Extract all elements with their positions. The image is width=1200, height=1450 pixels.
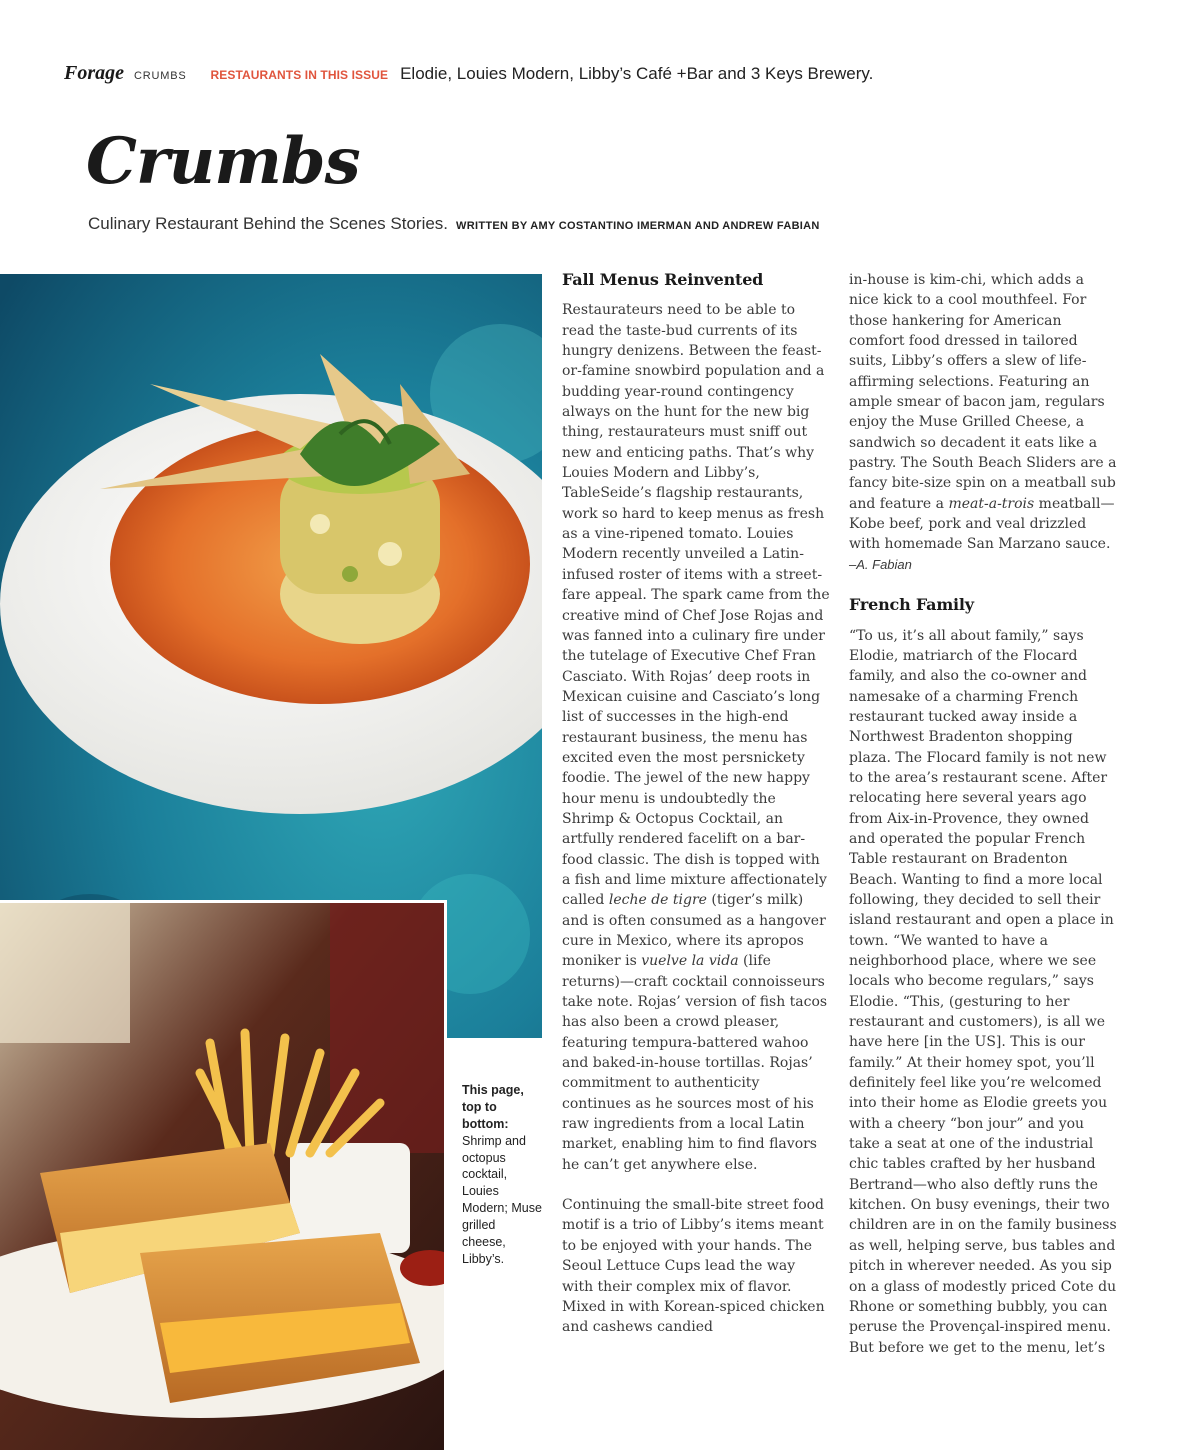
subsection-name: CRUMBS — [134, 70, 187, 82]
article2-paragraph-1: “To us, it’s all about family,” says Elodie, matriarch of the Flocard family, and also the co-owner and namesake of a charming French restaurant tucked away inside a Northwest Bradenton shopping plaza. The Flocard family is not new to the area’s restaurant scene. After relocating here several years ago from Aix-in-Provence, they owned and operated the popular French Table restaurant on Bradenton Beach. Wanting to find a more local following, they decided to sell their island restaurant and open a place in town. “We wanted to have a neighborhood place, where we see locals who become regulars,” says Elodie. “This, (gesturing to her restaurant and customers), is all we have here [in the US]. This is our family.” At their homey spot, you’ll definitely feel like you’re welcomed into their home as Elodie greets you with a cheery “bon jour” and you take a seat at one of the industrial chic tables crafted by her husband Bertrand—who also deftly runs the kitchen. On busy evenings, their two children are in on the family business as well, helping serve, bus tables and pitch in wherever needed. As you sip on a glass of modestly priced Cote du Rhone or something bubbly, you can peruse the Provençal-inspired menu. But before we get to the menu, let’s — [849, 627, 1117, 1356]
signature: –A. Fabian — [849, 556, 912, 572]
photo-caption — [462, 1082, 542, 1268]
restaurants-list: Elodie, Louies Modern, Libby’s Café +Bar and 3 Keys Brewery. — [400, 64, 874, 83]
article1-paragraph-2: Continuing the small-bite street food motif is a trio of Libby’s items meant to be enjoyed with your hands. The Seoul Lettuce Cups lead the way with their complex mix of flavor. Mixed in with Korean-spiced chicken and cashews candied — [562, 1197, 825, 1336]
page-title: Crumbs — [86, 124, 360, 199]
byline: WRITTEN BY AMY COSTANTINO IMERMAN AND ANDREW FABIAN — [456, 220, 820, 232]
caption-lead: This page, top to bottom: — [462, 1083, 524, 1131]
restaurants-label: RESTAURANTS IN THIS ISSUE — [210, 68, 389, 82]
section-name: Forage — [64, 62, 124, 84]
caption-text: Shrimp and octopus cocktail, Louies Modern; Muse grilled cheese, Libby’s. — [462, 1133, 542, 1266]
photo-muse-grilled-cheese — [0, 900, 447, 1450]
article-column-2 — [849, 270, 1117, 1358]
article-heading-french-family: French Family — [849, 595, 974, 615]
article-column-1 — [562, 270, 830, 1338]
running-header — [64, 62, 873, 88]
article1-paragraph-3: in-house is kim-chi, which adds a nice kick to a cool mouthfeel. For those hankering for American comfort food dressed in tailored suits, Libby’s offers a slew of life-affirming selections. Featuring an ample smear of bacon jam, regulars enjoy the Muse Grilled Cheese, a sandwich so decadent it eats like a pastry. The South Beach Sliders are a fancy bite-size spin on a meatball sub and feature a meat-a-trois meatball—Kobe beef, pork and veal drizzled with homemade San Marzano sauce. –A. Fabian — [849, 272, 1117, 572]
article-heading-fall-menus: Fall Menus Reinvented — [562, 270, 764, 289]
article1-paragraph-1: Restaurateurs need to be able to read the taste-bud currents of its hungry denizens. Between the feast-or-famine snowbird population and a budding year-round contingency always on the hunt for the new big thing, restaurateurs must sniff out new and enticing paths. That’s why Louies Modern and Libby’s, TableSeide’s flagship restaurants, work so hard to keep menus as fresh as a vine-ripened tomato. Louies Modern recently unveiled a Latin-infused roster of items with a street-fare appeal. The spark came from the creative mind of Chef Jose Rojas and was fanned into a culinary fire under the tutelage of Executive Chef Fran Casciato. With Rojas’ deep roots in Mexican cuisine and Casciato’s long list of successes in the high-end restaurant business, the menu has excited even the most persnickety foodie. The jewel of the new happy hour menu is undoubtedly the Shrimp & Octopus Cocktail, an artfully rendered facelift on a bar-food classic. The dish is topped with a fish and lime mixture affectionately called leche de tigre (tiger’s milk) and is often consumed as a hangover cure in Mexico, where its apropos moniker is vuelve la vida (life returns)—craft cocktail connoisseurs take note. Rojas’ version of fish tacos has also been a crowd pleaser, featuring tempura-battered wahoo and baked-in-house tortillas. Rojas’ commitment to authenticity continues as he sources most of his raw ingredients from a local Latin market, enabling him to find flavors he can’t get anywhere else. — [562, 302, 830, 1173]
dek: Culinary Restaurant Behind the Scenes Stories. — [88, 214, 449, 233]
subtitle — [88, 214, 820, 234]
